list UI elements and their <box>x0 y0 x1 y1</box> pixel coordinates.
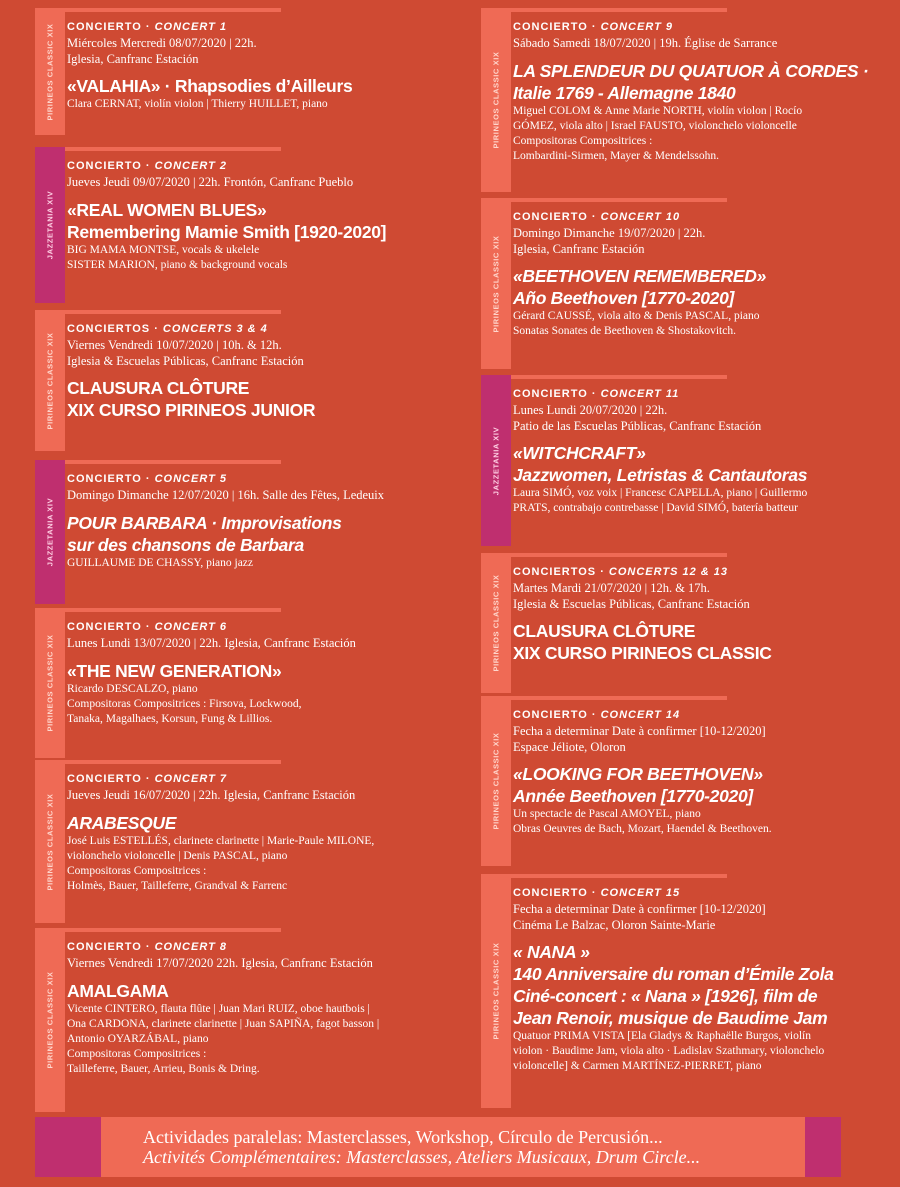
concert-body <box>513 20 899 164</box>
concert-title-line: ARABESQUE <box>67 812 177 833</box>
concert-number <box>513 565 899 579</box>
concert-number-es: CONCIERTO · <box>67 621 151 633</box>
concert-title-line: XIX CURSO PIRINEOS CLASSIC <box>513 643 772 663</box>
concert-info-line: Cinéma Le Balzac, Oloron Sainte-Marie <box>513 917 716 932</box>
performer-line: José Luis ESTELLÉS, clarinete clarinette | Marie-Paule MILONE, <box>67 834 375 847</box>
festival-tab <box>35 760 65 923</box>
performer-line: violon · Baudime Jam, viola alto · Ladislav Szathmary, violonchelo <box>513 1045 825 1057</box>
concert-title-line: sur des chansons de Barbara <box>67 534 304 555</box>
concert-number-fr: CONCERTS 3 & 4 <box>162 323 268 335</box>
concert-card <box>35 928 453 1112</box>
concert-number <box>67 772 453 786</box>
concert-body <box>67 159 453 273</box>
performer-line: Compositoras Compositrices : <box>513 134 653 147</box>
concert-card <box>35 608 453 758</box>
concert-body <box>67 940 453 1077</box>
festival-label: PIRINEOS CLASSIC XIX <box>45 22 55 121</box>
performer-line: Compositoras Compositrices : <box>67 864 207 877</box>
concert-title-line: Ciné-concert : « Nana » [1926], film de <box>513 986 818 1006</box>
performer-line: PRATS, contrabajo contrebasse | David SIMÓ, batería batteur <box>513 502 798 514</box>
concert-title <box>513 941 899 1029</box>
concert-title <box>513 763 899 807</box>
footer-accent-left <box>35 1117 101 1177</box>
concert-number-es: CONCIERTOS · <box>513 566 605 578</box>
concert-title-line: AMALGAMA <box>67 980 169 1001</box>
performer-line: Antonio OYARZÁBAL, piano <box>67 1032 209 1045</box>
concert-number <box>513 708 899 722</box>
performer-line: SISTER MARION, piano & background vocals <box>67 258 288 271</box>
concert-title-line: Jazzwomen, Letristas & Cantautoras <box>513 465 808 485</box>
concert-info-line: Jueves Jeudi 16/07/2020 | 22h. Iglesia, Canfranc Estación <box>67 788 356 802</box>
concert-number-fr: CONCERT 14 <box>600 709 681 721</box>
concert-number-fr: CONCERT 6 <box>154 621 227 633</box>
concert-info-line: Iglesia, Canfranc Estación <box>513 241 645 256</box>
performer-line: Quatuor PRIMA VISTA [Ela Gladys & Raphaëlle Burgos, violín <box>513 1030 811 1042</box>
concert-number-fr: CONCERT 10 <box>600 211 681 223</box>
header-rule <box>65 147 281 151</box>
concert-number-es: CONCIERTO · <box>513 887 597 899</box>
concert-title-line: Jean Renoir, musique de Baudime Jam <box>513 1008 828 1028</box>
header-rule <box>65 310 281 314</box>
concert-info-line: Lunes Lundi 20/07/2020 | 22h. <box>513 403 668 417</box>
concert-body <box>513 886 899 1074</box>
concert-number-es: CONCIERTO · <box>513 21 597 33</box>
performer-line: Compositoras Compositrices : Firsova, Lockwood, <box>67 697 302 710</box>
concert-card <box>35 8 453 135</box>
concert-number <box>513 20 899 34</box>
concert-number <box>67 940 453 954</box>
concert-body <box>67 620 453 727</box>
header-rule <box>511 198 727 202</box>
concert-title <box>67 377 453 421</box>
festival-tab <box>481 696 511 866</box>
concert-number-es: CONCIERTO · <box>67 473 151 485</box>
concert-info-line: Viernes Vendredi 17/07/2020 22h. Iglesia, Canfranc Estación <box>67 956 373 970</box>
concert-title-line: Année Beethoven [1770-2020] <box>513 786 753 806</box>
footer-line-fr: Activités Complémentaires: Masterclasses, Ateliers Musicaux, Drum Circle... <box>143 1147 701 1167</box>
concert-title-line: POUR BARBARA · Improvisations <box>67 512 342 533</box>
concert-body <box>67 322 453 421</box>
festival-tab <box>35 310 65 451</box>
concert-card <box>481 375 899 546</box>
performer-line: BIG MAMA MONTSE, vocals & ukelele <box>67 243 260 256</box>
performer-line: violoncelle] & Carmen MARTÍNEZ-PIERRET, piano <box>513 1060 762 1072</box>
concert-number-fr: CONCERT 9 <box>600 21 673 33</box>
performer-line: Obras Oeuvres de Bach, Mozart, Haendel & Beethoven. <box>513 823 772 835</box>
festival-label: JAZZETANIA XIV <box>491 426 501 495</box>
festival-label: PIRINEOS CLASSIC XIX <box>45 331 55 430</box>
concert-number-es: CONCIERTO · <box>67 21 151 33</box>
concert-title-line: «BEETHOVEN REMEMBERED» <box>513 266 767 286</box>
concert-title <box>513 620 899 664</box>
concert-title-line: «THE NEW GENERATION» <box>67 660 282 681</box>
performer-line: Gérard CAUSSÉ, viola alto & Denis PASCAL, piano <box>513 310 760 322</box>
concert-info-line: Martes Mardi 21/07/2020 | 12h. & 17h. <box>513 581 710 595</box>
festival-label: PIRINEOS CLASSIC XIX <box>491 51 501 149</box>
concert-body <box>513 387 899 516</box>
concert-title-line: «VALAHIA» · Rhapsodies d’Ailleurs <box>67 76 353 96</box>
festival-tab <box>481 874 511 1108</box>
concert-number-fr: CONCERT 7 <box>154 773 227 785</box>
concert-card <box>481 696 899 866</box>
performer-line: Vicente CINTERO, flauta flûte | Juan Mari RUIZ, oboe hautbois | <box>67 1002 370 1015</box>
concert-card <box>35 310 453 451</box>
performer-line: Tailleferre, Bauer, Arrieu, Bonis & Dring. <box>67 1062 260 1075</box>
concert-info-line: Fecha a determinar Date à confirmer [10-12/2020] <box>513 902 766 916</box>
header-rule <box>511 696 727 700</box>
footer-accent-right <box>805 1117 841 1177</box>
performer-line: Laura SIMÓ, voz voix | Francesc CAPELLA, piano | Guillermo <box>513 487 808 499</box>
performer-line: violonchelo violoncelle | Denis PASCAL, piano <box>67 849 288 862</box>
header-rule <box>511 375 727 379</box>
concert-title-line: CLAUSURA CLÔTURE <box>67 378 250 398</box>
concert-number-fr: CONCERT 8 <box>154 941 227 953</box>
concert-card <box>481 874 899 1108</box>
festival-tab <box>35 460 65 604</box>
concert-card <box>481 198 899 369</box>
concert-info-line: Jueves Jeudi 09/07/2020 | 22h. Frontón, Canfranc Pueblo <box>67 175 354 189</box>
performer-line: Ona CARDONA, clarinete clarinette | Juan SAPIÑA, fagot basson | <box>67 1017 380 1030</box>
concert-info-line: Espace Jéliote, Oloron <box>513 739 626 754</box>
concert-body <box>513 708 899 837</box>
concert-body <box>67 472 453 571</box>
concert-title-line: XIX CURSO PIRINEOS JUNIOR <box>67 400 316 420</box>
concert-title-line: « NANA » <box>513 942 590 962</box>
concert-info-line: Miércoles Mercredi 08/07/2020 | 22h. <box>67 36 257 50</box>
festival-label: JAZZETANIA XIV <box>45 190 55 260</box>
header-rule <box>65 460 281 464</box>
concert-number-fr: CONCERTS 12 & 13 <box>608 566 729 578</box>
festival-label: PIRINEOS CLASSIC XIX <box>491 574 501 672</box>
festival-label: PIRINEOS CLASSIC XIX <box>491 234 501 333</box>
concert-number-es: CONCIERTO · <box>67 941 151 953</box>
festival-tab <box>35 8 65 135</box>
concert-info-line: Viernes Vendredi 10/07/2020 | 10h. & 12h. <box>67 338 282 352</box>
header-rule <box>511 874 727 878</box>
concert-title <box>67 980 453 1002</box>
festival-tab <box>481 553 511 693</box>
festival-tab <box>481 375 511 546</box>
concert-number <box>513 210 899 224</box>
concert-info-line: Sábado Samedi 18/07/2020 | 19h. Église de Sarrance <box>513 36 778 50</box>
concert-title <box>67 75 453 97</box>
festival-label: PIRINEOS CLASSIC XIX <box>45 634 55 732</box>
festival-label: JAZZETANIA XIV <box>45 497 55 567</box>
performer-line: Lombardini-Sirmen, Mayer & Mendelssohn. <box>513 149 720 162</box>
concert-number-es: CONCIERTO · <box>513 211 597 223</box>
header-rule <box>65 760 281 764</box>
concert-number-fr: CONCERT 2 <box>154 160 227 172</box>
festival-tab <box>481 198 511 369</box>
concert-info-line: Domingo Dimanche 12/07/2020 | 16h. Salle des Fêtes, Ledeuix <box>67 488 385 502</box>
concert-title-line: 140 Anniversaire du roman d’Émile Zola <box>513 964 834 984</box>
concert-number-es: CONCIERTO · <box>67 773 151 785</box>
concert-body <box>67 20 453 112</box>
concert-number <box>67 620 453 634</box>
performer-line: Sonatas Sonates de Beethoven & Shostakovitch. <box>513 325 736 337</box>
concert-number-fr: CONCERT 11 <box>600 388 680 400</box>
concert-title <box>513 265 899 309</box>
performer-line: Holmès, Bauer, Tailleferre, Grandval & Farrenc <box>67 879 288 892</box>
concert-number-fr: CONCERT 1 <box>154 21 227 33</box>
concert-info-line: Lunes Lundi 13/07/2020 | 22h. Iglesia, Canfranc Estación <box>67 636 356 650</box>
festival-label: PIRINEOS CLASSIC XIX <box>491 732 501 830</box>
concert-title-line: CLAUSURA CLÔTURE <box>513 621 696 641</box>
concert-card <box>481 8 899 192</box>
concert-number <box>513 387 899 401</box>
concert-number-fr: CONCERT 15 <box>600 887 681 899</box>
header-rule <box>511 8 727 12</box>
concert-title <box>67 512 453 556</box>
concert-card <box>481 553 899 693</box>
concert-card <box>35 147 453 303</box>
concert-card <box>35 460 453 604</box>
footer-line-es: Actividades paralelas: Masterclasses, Workshop, Círculo de Percusión... <box>143 1127 663 1147</box>
performer-line: Compositoras Compositrices : <box>67 1047 207 1060</box>
concert-body <box>513 210 899 339</box>
concert-info-line: Patio de las Escuelas Públicas, Canfranc Estación <box>513 418 762 433</box>
concert-title-line: Remembering Mamie Smith [1920-2020] <box>67 221 387 242</box>
festival-label: PIRINEOS CLASSIC XIX <box>45 792 55 891</box>
footer-banner <box>35 1117 841 1177</box>
concert-title <box>67 660 453 682</box>
performer-line: Ricardo DESCALZO, piano <box>67 682 198 695</box>
concert-number-es: CONCIERTO · <box>513 709 597 721</box>
concert-number <box>513 886 899 900</box>
concert-number-fr: CONCERT 5 <box>154 473 227 485</box>
performer-line: Tanaka, Magalhaes, Korsun, Fung & Lillios. <box>67 712 273 725</box>
concert-title <box>513 60 899 104</box>
concert-title-line: «WITCHCRAFT» <box>513 443 646 463</box>
concert-title-line: Año Beethoven [1770-2020] <box>513 288 735 308</box>
performer-line: Clara CERNAT, violín violon | Thierry HUILLET, piano <box>67 98 328 110</box>
concert-info-line: Iglesia & Escuelas Públicas, Canfranc Estación <box>67 353 304 368</box>
performer-line: GUILLAUME DE CHASSY, piano jazz <box>67 556 254 569</box>
performer-line: Un spectacle de Pascal AMOYEL, piano <box>513 808 701 820</box>
header-rule <box>65 608 281 612</box>
concert-title-line: Italie 1769 - Allemagne 1840 <box>513 82 736 103</box>
concert-title-line: LA SPLENDEUR DU QUATUOR À CORDES · <box>513 60 869 81</box>
concert-card <box>35 760 453 923</box>
festival-tab <box>481 8 511 192</box>
concert-body <box>67 772 453 894</box>
concert-title <box>513 442 899 486</box>
concert-body <box>513 565 899 664</box>
concert-info-line: Fecha a determinar Date à confirmer [10-12/2020] <box>513 724 766 738</box>
header-rule <box>65 8 281 12</box>
concert-number <box>67 20 453 34</box>
concert-title <box>67 812 453 834</box>
concert-info-line: Iglesia & Escuelas Públicas, Canfranc Estación <box>513 596 750 611</box>
header-rule <box>511 553 727 557</box>
festival-tab <box>35 147 65 303</box>
concert-number <box>67 322 453 336</box>
header-rule <box>65 928 281 932</box>
concert-title-line: «REAL WOMEN BLUES» <box>67 199 267 220</box>
concert-number <box>67 472 453 486</box>
festival-tab <box>35 928 65 1112</box>
concert-number <box>67 159 453 173</box>
festival-label: PIRINEOS CLASSIC XIX <box>491 942 501 1040</box>
concert-title-line: «LOOKING FOR BEETHOVEN» <box>513 764 763 784</box>
performer-line: Miguel COLOM & Anne Marie NORTH, violín violon | Rocío <box>513 104 803 117</box>
concert-title <box>67 199 453 243</box>
concert-number-es: CONCIERTO · <box>513 388 597 400</box>
concert-info-line: Iglesia, Canfranc Estación <box>67 51 199 66</box>
concert-number-es: CONCIERTO · <box>67 160 151 172</box>
concert-info-line: Domingo Dimanche 19/07/2020 | 22h. <box>513 226 706 240</box>
festival-tab <box>35 608 65 758</box>
performer-line: GÓMEZ, viola alto | Israel FAUSTO, violonchelo violoncelle <box>513 119 797 132</box>
festival-label: PIRINEOS CLASSIC XIX <box>45 971 55 1069</box>
concert-number-es: CONCIERTOS · <box>67 323 159 335</box>
